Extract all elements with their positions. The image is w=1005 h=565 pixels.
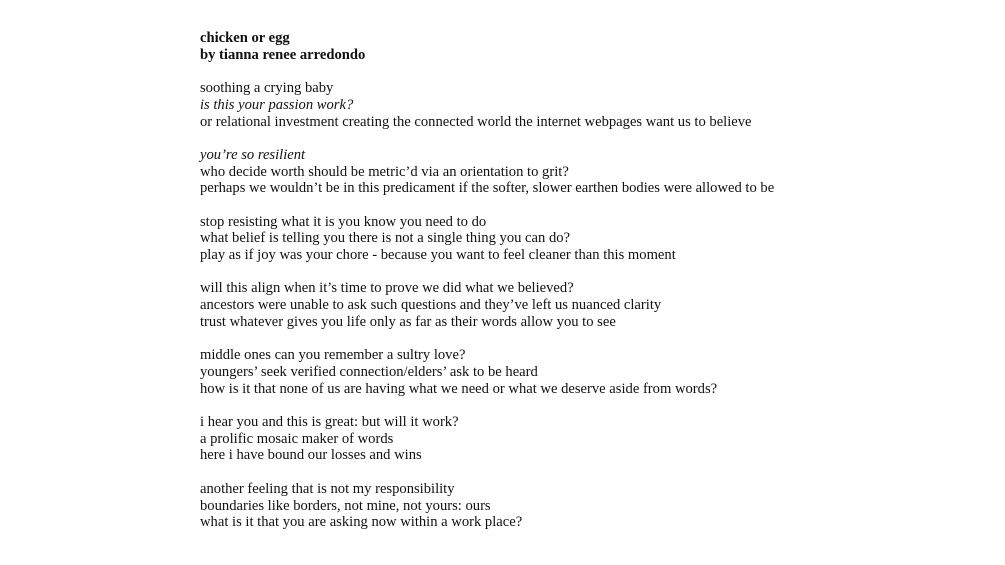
stanza-1 — [200, 80, 980, 130]
poem-line: or relational investment creating the connected world the internet webpages want us to believe — [200, 113, 752, 130]
poem-byline: by tianna renee arredondo — [200, 46, 366, 63]
poem-line: perhaps we wouldn’t be in this predicament if the softer, slower earthen bodies were allowed to be — [200, 180, 775, 197]
poem-line: here i have bound our losses and wins — [200, 447, 422, 464]
poem-line: stop resisting what it is you know you need to do — [200, 213, 487, 230]
poem-line: a prolific mosaic maker of words — [200, 430, 394, 447]
poem-line: will this align when it’s time to prove we did what we believed? — [200, 280, 574, 297]
poem-line: how is it that none of us are having what we need or what we deserve aside from words? — [200, 380, 718, 397]
poem-line: play as if joy was your chore - because you want to feel cleaner than this moment — [200, 247, 676, 264]
stanza-7 — [200, 481, 980, 531]
poem-line: what is it that you are asking now within a work place? — [200, 514, 523, 531]
poem-title: chicken or egg — [200, 30, 290, 46]
poem-line: what belief is telling you there is not a single thing you can do? — [200, 230, 571, 247]
stanza-4 — [200, 280, 980, 330]
poem-page — [200, 30, 980, 531]
stanza-3 — [200, 214, 980, 264]
poem-line-italic: is this your passion work? — [200, 96, 354, 113]
poem-header — [200, 30, 980, 63]
stanza-5 — [200, 347, 980, 397]
poem-line-italic: you’re so resilient — [200, 146, 306, 163]
poem-line: another feeling that is not my responsibility — [200, 480, 455, 497]
poem-line: ancestors were unable to ask such questions and they’ve left us nuanced clarity — [200, 297, 662, 314]
stanza-6 — [200, 414, 980, 464]
stanza-2 — [200, 147, 980, 197]
poem-line: boundaries like borders, not mine, not yours: ours — [200, 497, 491, 514]
poem-line: middle ones can you remember a sultry love? — [200, 347, 466, 364]
poem-line: youngers’ seek verified connection/elders’ ask to be heard — [200, 363, 538, 380]
poem-line: soothing a crying baby — [200, 80, 334, 97]
poem-line: i hear you and this is great: but will it work? — [200, 414, 459, 431]
poem-line: trust whatever gives you life only as far as their words allow you to see — [200, 313, 616, 330]
poem-line: who decide worth should be metric’d via an orientation to grit? — [200, 163, 569, 180]
